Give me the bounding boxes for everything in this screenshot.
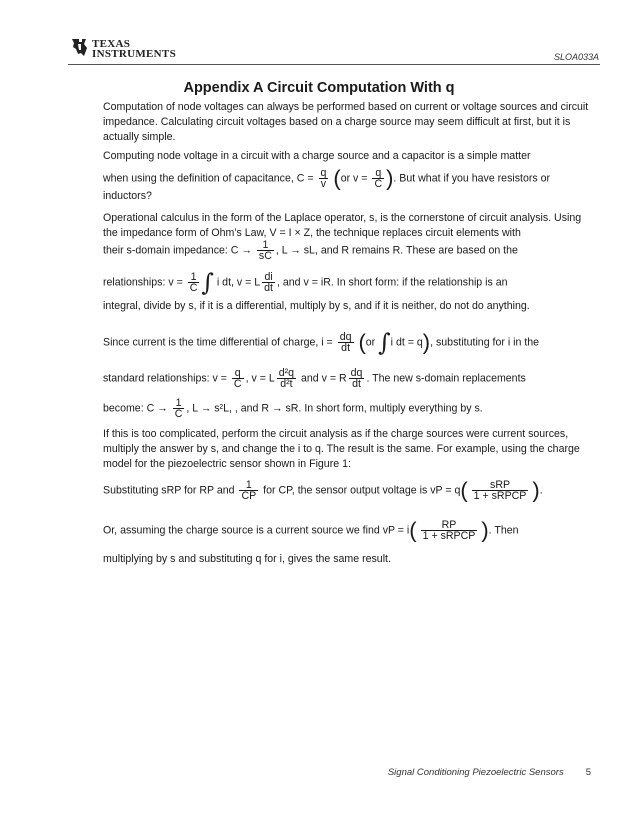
ti-logo (70, 36, 176, 62)
paragraph-rule: integral, divide by s, if it is a differential, multiply by s, and if it is neither, do not do anything. (103, 300, 530, 312)
paragraph-current: Since current is the time differential of charge, i = $\frac{dq}{dt}$ (or ∫i dt = q), substituting for i in the (103, 328, 540, 357)
paragraph-standard: standard relationships: v = $\frac{q}{C}$ , v = L $\frac{\text{d²q}}{\text{d²t}}$ and v = R $\frac{dq}{dt}$ . The new s-domain replacements (103, 367, 526, 390)
page-title: Appendix A Circuit Computation With q (183, 80, 455, 96)
document-id: SLOA033A (553, 52, 599, 62)
paragraph-capacitance: Computing node voltage in a circuit with a charge source and a capacitor is a simple matter (103, 150, 531, 162)
paragraph-complicated: If this is too complicated, perform the circuit analysis as if the charge sources were current sources, multiply the answer by s, and change the i to q. The result is the same. For example, using the charge model for the piezoelectric sensor shown in Figure 1: (103, 428, 580, 470)
paragraph-laplace: Operational calculus in the form of the Laplace operator, s, is the cornerstone of circuit analysis. Using the impedance form of Ohm’s Law, V = I × Z, the technique replaces circuit elements with (103, 212, 582, 239)
paragraph-substituting: Substituting sRP for RP and $\frac{1}{CP}$ for CP, the sensor output voltage is vP = q( $\frac{\text{sRP}}{\text{1 + sRPCP}}$ ). (103, 477, 543, 503)
ti-logo-text: TEXAS INSTRUMENTS (92, 38, 176, 60)
paragraph-capacitance-eq: when using the definition of capacitance, C = $\frac{q}{v}$ (or v = $\frac{q}{C}$ ). But what if you have resistors or (103, 165, 551, 191)
paragraph-become: become: C → $\frac{1}{C}$ , L → s²L, , and R → sR. In short form, multiply everything by s. (103, 397, 483, 420)
footer-title: Signal Conditioning Piezoelectric Sensors (387, 767, 564, 778)
paragraph-laplace-eq: their s-domain impedance: C → $\frac{1}{sC}$ , L → sL, and R remains R. These are based on the (103, 239, 518, 262)
ti-logo-icon (70, 36, 90, 58)
header-rule (68, 64, 600, 65)
paragraph-same-result: multiplying by s and substituting q for i, gives the same result. (103, 553, 391, 565)
paragraph-relationships: relationships: v = $\frac{1}{C}$ ∫ i dt, v = L $\frac{di}{dt}$ , and v = iR. In short form: if the relationship is an (103, 268, 508, 297)
paragraph-current-source: Or, assuming the charge source is a current source we find vP = i( $\frac{RP}{\text{1 + sRPCP}}$ ). Then (103, 517, 519, 543)
paragraph-inductors: inductors? (103, 190, 152, 202)
page-number: 5 (585, 767, 591, 778)
page-footer (388, 767, 591, 778)
paragraph-intro: Computation of node voltages can always be performed based on current or voltage sources and circuit impedance. Calculating circuit voltages based on a charge source may seem difficult at first, but it is actually simple. (103, 101, 589, 143)
